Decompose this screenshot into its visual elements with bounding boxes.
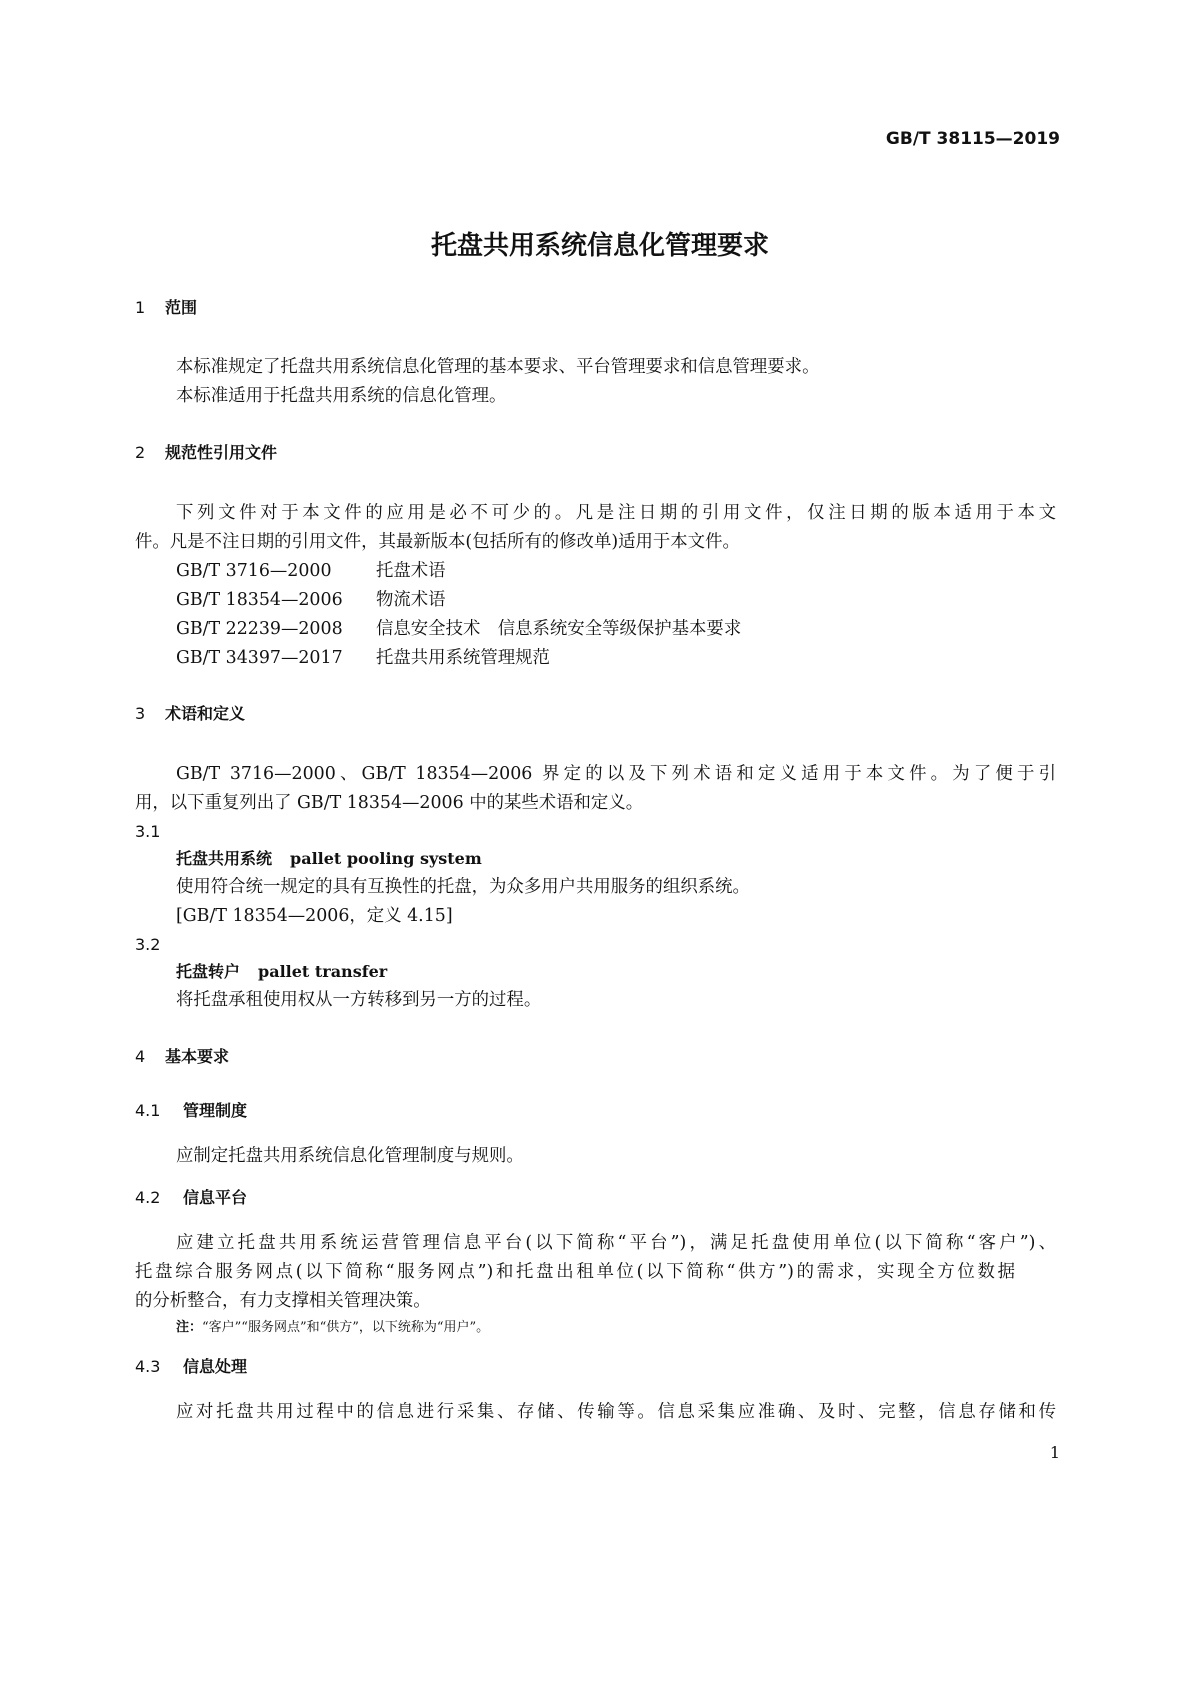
section-3-paragraph-line-2: 用，以下重复列出了 GB/T 18354—2006 中的某些术语和定义。 (135, 793, 644, 813)
section-4-2-note (176, 1316, 976, 1340)
section-4-1-heading (135, 1099, 1015, 1123)
section-2-paragraph-line-2: 件。凡是不注日期的引用文件，其最新版本(包括所有的修改单)适用于本文件。 (135, 532, 740, 552)
reference-title: 信息安全技术 信息系统安全等级保护基本要求 (376, 619, 742, 639)
term-chinese: 托盘共用系统 (176, 849, 273, 868)
section-number: 4 (135, 1047, 146, 1066)
reference-code: GB/T 34397—2017 (176, 648, 343, 668)
section-4-3-paragraph-line-1: 应对托盘共用过程中的信息进行采集、存储、传输等。信息采集应准确、及时、完整，信息存储和传 (176, 1402, 1056, 1422)
standard-code: GB/T 38115—2019 (885, 129, 1060, 149)
section-title: 信息处理 (183, 1357, 248, 1376)
note-label: 注： (176, 1320, 203, 1335)
section-4-2-paragraph-line-3: 的分析整合，有力支撑相关管理决策。 (135, 1291, 431, 1311)
reference-code: GB/T 18354—2006 (176, 590, 343, 610)
section-number: 4.2 (135, 1188, 161, 1207)
term-number: 3.2 (135, 935, 161, 954)
term-english: pallet pooling system (290, 849, 482, 868)
normative-reference (176, 585, 1056, 615)
section-3-heading (135, 702, 1015, 726)
note-text: “客户”“服务网点”和“供方”，以下统称为“用户”。 (202, 1320, 490, 1335)
reference-title: 托盘共用系统管理规范 (376, 648, 550, 668)
term-definition: 将托盘承租使用权从一方转移到另一方的过程。 (176, 990, 542, 1010)
section-4-1-paragraph: 应制定托盘共用系统信息化管理制度与规则。 (176, 1146, 524, 1166)
section-2-paragraph-line-1: 下列文件对于本文件的应用是必不可少的。凡是注日期的引用文件，仅注日期的版本适用于本文 (176, 503, 1056, 523)
reference-title: 托盘术语 (376, 561, 446, 581)
section-4-2-heading (135, 1186, 1015, 1210)
section-number: 4.3 (135, 1357, 161, 1376)
section-1-paragraph-2: 本标准适用于托盘共用系统的信息化管理。 (176, 386, 507, 406)
section-4-3-heading (135, 1355, 1015, 1379)
term-definition: 使用符合统一规定的具有互换性的托盘，为众多用户共用服务的组织系统。 (176, 877, 750, 897)
section-number: 4.1 (135, 1101, 161, 1120)
term-chinese: 托盘转户 (176, 962, 241, 981)
section-2-heading (135, 441, 1015, 465)
reference-title: 物流术语 (376, 590, 446, 610)
section-title: 范围 (165, 298, 198, 317)
section-4-heading (135, 1045, 1015, 1069)
section-1-paragraph-1: 本标准规定了托盘共用系统信息化管理的基本要求、平台管理要求和信息管理要求。 (176, 357, 820, 377)
section-3-paragraph-line-1: GB/T 3716—2000、GB/T 18354—2006 界定的以及下列术语和定义适用于本文件。为了便于引 (176, 764, 1056, 784)
normative-reference (176, 614, 1056, 644)
term-title (176, 845, 876, 873)
section-4-2-paragraph-line-1: 应建立托盘共用系统运营管理信息平台(以下简称“平台”)，满足托盘使用单位(以下简称“客户”)、 (176, 1233, 1056, 1253)
term-source: [GB/T 18354—2006，定义 4.15] (176, 906, 453, 926)
normative-reference (176, 556, 1056, 586)
section-number: 1 (135, 298, 146, 317)
reference-code: GB/T 22239—2008 (176, 619, 343, 639)
section-title: 术语和定义 (165, 704, 246, 723)
normative-reference (176, 643, 1056, 673)
section-number: 2 (135, 443, 146, 462)
section-title: 规范性引用文件 (165, 443, 278, 462)
section-title: 管理制度 (183, 1101, 248, 1120)
page-number: 1 (1049, 1443, 1060, 1462)
term-title (176, 958, 876, 986)
section-number: 3 (135, 704, 146, 723)
document-title: 托盘共用系统信息化管理要求 (430, 231, 769, 261)
reference-code: GB/T 3716—2000 (176, 561, 332, 581)
term-english: pallet transfer (258, 962, 388, 981)
section-4-2-paragraph-line-2: 托盘综合服务网点(以下简称“服务网点”)和托盘出租单位(以下简称“供方”)的需求，实现全方位数据 (135, 1262, 1015, 1282)
section-title: 信息平台 (183, 1188, 248, 1207)
section-title: 基本要求 (165, 1047, 230, 1066)
section-1-heading (135, 296, 1015, 320)
term-number: 3.1 (135, 822, 161, 841)
